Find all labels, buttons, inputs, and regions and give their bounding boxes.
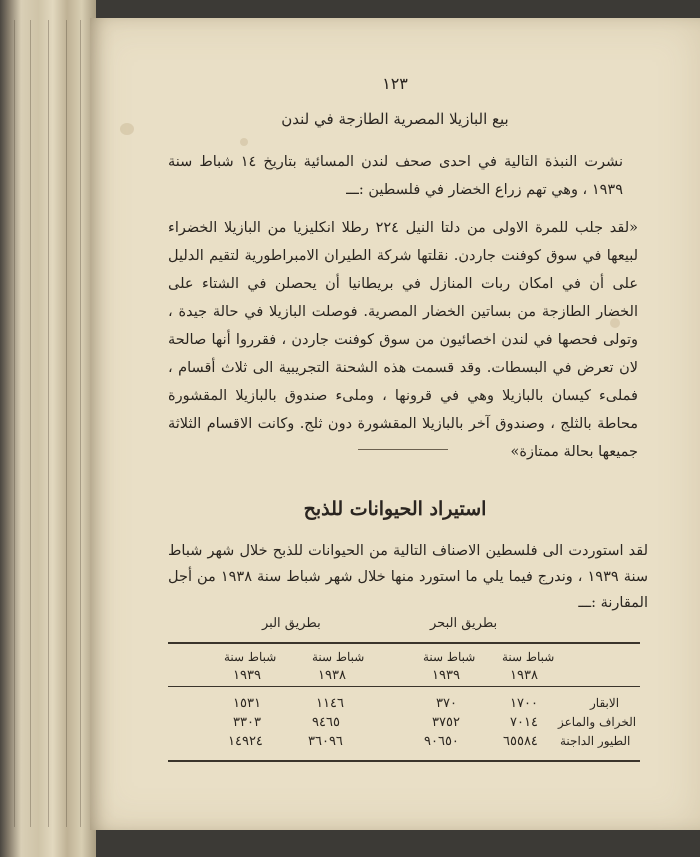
table-cell: ١٧٠٠ [510,696,538,711]
row-label: الطيور الداجنة [560,734,631,748]
intro-paragraph: نشرت النبذة التالية في احدى صحف لندن المسائية بتاريخ ١٤ شباط سنة ١٩٣٩ ، وهي تهم زراع الخضار في فلسطين :ـــ [168,154,623,198]
table-cell: ٩٠٦٥٠ [424,734,459,749]
article-heading: بيع البازيلا المصرية الطازجة في لندن [281,110,509,128]
edge-line [80,20,81,827]
year-header: ١٩٣٩ [233,668,261,683]
table-cell: ٣٧٥٢ [432,715,460,730]
table-cell: ١١٤٦ [316,696,344,711]
book-page-edges [0,0,96,857]
table-top-rule [168,642,640,644]
page-number: ١٢٣ [382,74,408,93]
edge-line [66,20,67,827]
table-cell: ٩٤٦٥ [312,715,340,730]
table-bottom-rule [168,760,640,762]
paper-stain [240,138,248,146]
section-title: استيراد الحيوانات للذبح [303,498,487,520]
edge-line [30,20,31,827]
row-label: الابقار [590,696,620,710]
table-cell: ٣٣٠٣ [233,715,261,730]
table-cell: ١٤٩٢٤ [228,734,263,749]
table-cell: ٣٧٠ [436,696,457,711]
table-cell: ٦٥٥٨٤ [503,734,538,749]
month-label: شباط سنة [312,650,365,664]
group-header-sea: بطريق البحر [430,616,498,631]
table-cell: ١٥٣١ [233,696,261,711]
table-cell: ٣٦٠٩٦ [308,734,343,749]
month-label: شباط سنة [423,650,476,664]
year-header: ١٩٣٩ [432,668,460,683]
group-header-land: بطريق البر [262,616,321,631]
month-label: شباط سنة [224,650,277,664]
year-header: ١٩٣٨ [318,668,346,683]
row-label: الخراف والماعز [558,715,637,729]
table-cell: ٧٠١٤ [510,715,538,730]
book-page [90,18,700,830]
year-header: ١٩٣٨ [510,668,538,683]
month-label: شباط سنة [502,650,555,664]
section-paragraph: لقد استوردت الى فلسطين الاصناف التالية من الحيوانات للذبح خلال شهر شباط سنة ١٩٣٩ ، وندرج فيما يلي ما استورد منها خلال شهر شباط سنة ١٩٣٨ من أجل المقارنة :ـــ [168,543,648,611]
table-header-rule [168,686,640,687]
quote-paragraph: «لقد جلب للمرة الاولى من دلتا النيل ٢٢٤ رطلا انكليزيا من البازيلا الخضراء لبيعها في سوق كوفنت جاردن. نقلتها شركة الطيران الامبراطورية لتقيم الدليل على أن في امكان ربات المنازل في بريطانيا أن يحصلن في الشتاء على الخضار الطازجة من بساتين الخضار المصرية. فوصلت البازيلا في حالة جيدة ، وتولى فحصها في لندن اخصائيون من سوق كوفنت جاردن ، فقرروا أنها صالحة لان تعرض في البسطات. وقد قسمت هذه الشحنة التجريبية الى ثلاث أقسام ، فملىء كيسان بالبازيلا وهي في قرونها ، وملىء صندوق بالبازيلا المقشورة محاطة بالثلج ، وصندوق آخر بالبازيلا المقشورة دون ثلج. وكانت الاقسام الثلاثة جميعها بحالة ممتازة» [168,220,639,460]
section-divider [358,449,448,450]
edge-line [14,20,15,827]
edge-line [48,20,49,827]
